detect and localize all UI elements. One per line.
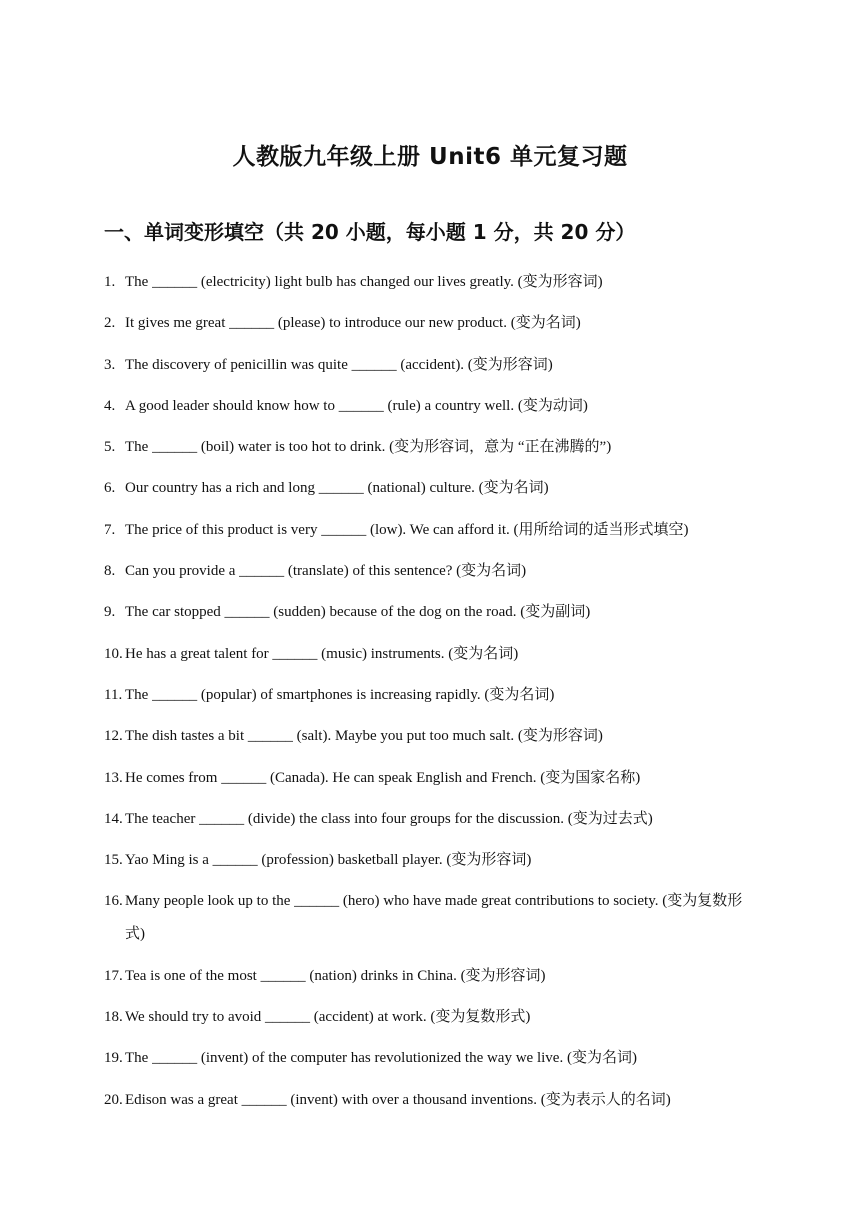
question-text: The discovery of penicillin was quite ______ (accident). (变为形容词) bbox=[125, 356, 553, 373]
question-number: 14. bbox=[104, 810, 123, 827]
document-title: 人教版九年级上册 Unit6 单元复习题 bbox=[232, 144, 628, 170]
question-item bbox=[104, 555, 754, 588]
question-text: The ______ (popular) of smartphones is increasing rapidly. (变为名词) bbox=[125, 686, 555, 703]
question-text: He comes from ______ (Canada). He can speak English and French. (变为国家名称) bbox=[125, 769, 641, 786]
question-number: 9. bbox=[104, 604, 116, 621]
question-number: 3. bbox=[104, 356, 116, 373]
section-heading: 一、单词变形填空（共 20 小题，每小题 1 分，共 20 分） bbox=[104, 220, 636, 244]
question-list bbox=[104, 266, 754, 1125]
question-text: Many people look up to the ______ (hero) who have made great contributions to society. (变为复数形式) bbox=[125, 893, 743, 943]
question-item bbox=[104, 1042, 754, 1075]
question-text: The ______ (boil) water is too hot to drink. (变为形容词，意为 “正在沸腾的”) bbox=[125, 439, 612, 456]
question-number: 15. bbox=[104, 852, 123, 869]
question-text: The price of this product is very ______ (low). We can afford it. (用所给词的适当形式填空) bbox=[125, 521, 689, 538]
question-number: 5. bbox=[104, 439, 116, 456]
question-text: Can you provide a ______ (translate) of this sentence? (变为名词) bbox=[125, 563, 527, 580]
question-item bbox=[104, 1001, 754, 1034]
question-text: A good leader should know how to ______ (rule) a country well. (变为动词) bbox=[125, 397, 588, 414]
question-number: 20. bbox=[104, 1091, 123, 1108]
question-text: It gives me great ______ (please) to introduce our new product. (变为名词) bbox=[125, 315, 581, 332]
question-item bbox=[104, 803, 754, 836]
question-item bbox=[104, 762, 754, 795]
question-item bbox=[104, 390, 754, 423]
question-number: 7. bbox=[104, 521, 116, 538]
question-number: 19. bbox=[104, 1050, 123, 1067]
question-item bbox=[104, 514, 754, 547]
question-text: Yao Ming is a ______ (profession) basketball player. (变为形容词) bbox=[125, 852, 532, 869]
question-item bbox=[104, 596, 754, 629]
question-number: 10. bbox=[104, 645, 123, 662]
question-number: 16. bbox=[104, 893, 123, 910]
question-item bbox=[104, 638, 754, 671]
question-number: 13. bbox=[104, 769, 123, 786]
question-text: Tea is one of the most ______ (nation) drinks in China. (变为形容词) bbox=[125, 967, 546, 984]
question-number: 12. bbox=[104, 728, 123, 745]
question-number: 6. bbox=[104, 480, 116, 497]
question-item bbox=[104, 844, 754, 877]
question-item bbox=[104, 349, 754, 382]
question-number: 1. bbox=[104, 274, 116, 290]
question-text: We should try to avoid ______ (accident) at work. (变为复数形式) bbox=[125, 1009, 531, 1026]
question-text: The ______ (invent) of the computer has revolutionized the way we live. (变为名词) bbox=[125, 1050, 637, 1067]
question-text: The car stopped ______ (sudden) because of the dog on the road. (变为副词) bbox=[125, 604, 591, 621]
question-number: 8. bbox=[104, 563, 116, 580]
question-item bbox=[104, 307, 754, 340]
question-number: 18. bbox=[104, 1009, 123, 1026]
question-text: The teacher ______ (divide) the class into four groups for the discussion. (变为过去式) bbox=[125, 810, 653, 827]
question-item bbox=[104, 679, 754, 712]
question-text: Edison was a great ______ (invent) with over a thousand inventions. (变为表示人的名词) bbox=[125, 1091, 671, 1108]
question-text: The dish tastes a bit ______ (salt). Maybe you put too much salt. (变为形容词) bbox=[125, 728, 603, 745]
question-text: Our country has a rich and long ______ (national) culture. (变为名词) bbox=[125, 480, 549, 497]
question-item bbox=[104, 431, 754, 464]
question-item bbox=[104, 720, 754, 753]
question-text: He has a great talent for ______ (music) instruments. (变为名词) bbox=[125, 645, 519, 662]
question-item bbox=[104, 1084, 754, 1117]
question-text: The ______ (electricity) light bulb has changed our lives greatly. (变为形容词) bbox=[125, 274, 603, 290]
question-item bbox=[104, 472, 754, 505]
question-number: 11. bbox=[104, 686, 123, 703]
question-number: 2. bbox=[104, 315, 116, 332]
question-number: 4. bbox=[104, 397, 116, 414]
question-number: 17. bbox=[104, 967, 123, 984]
question-item bbox=[104, 960, 754, 993]
question-item bbox=[104, 266, 754, 299]
question-item bbox=[104, 885, 754, 951]
